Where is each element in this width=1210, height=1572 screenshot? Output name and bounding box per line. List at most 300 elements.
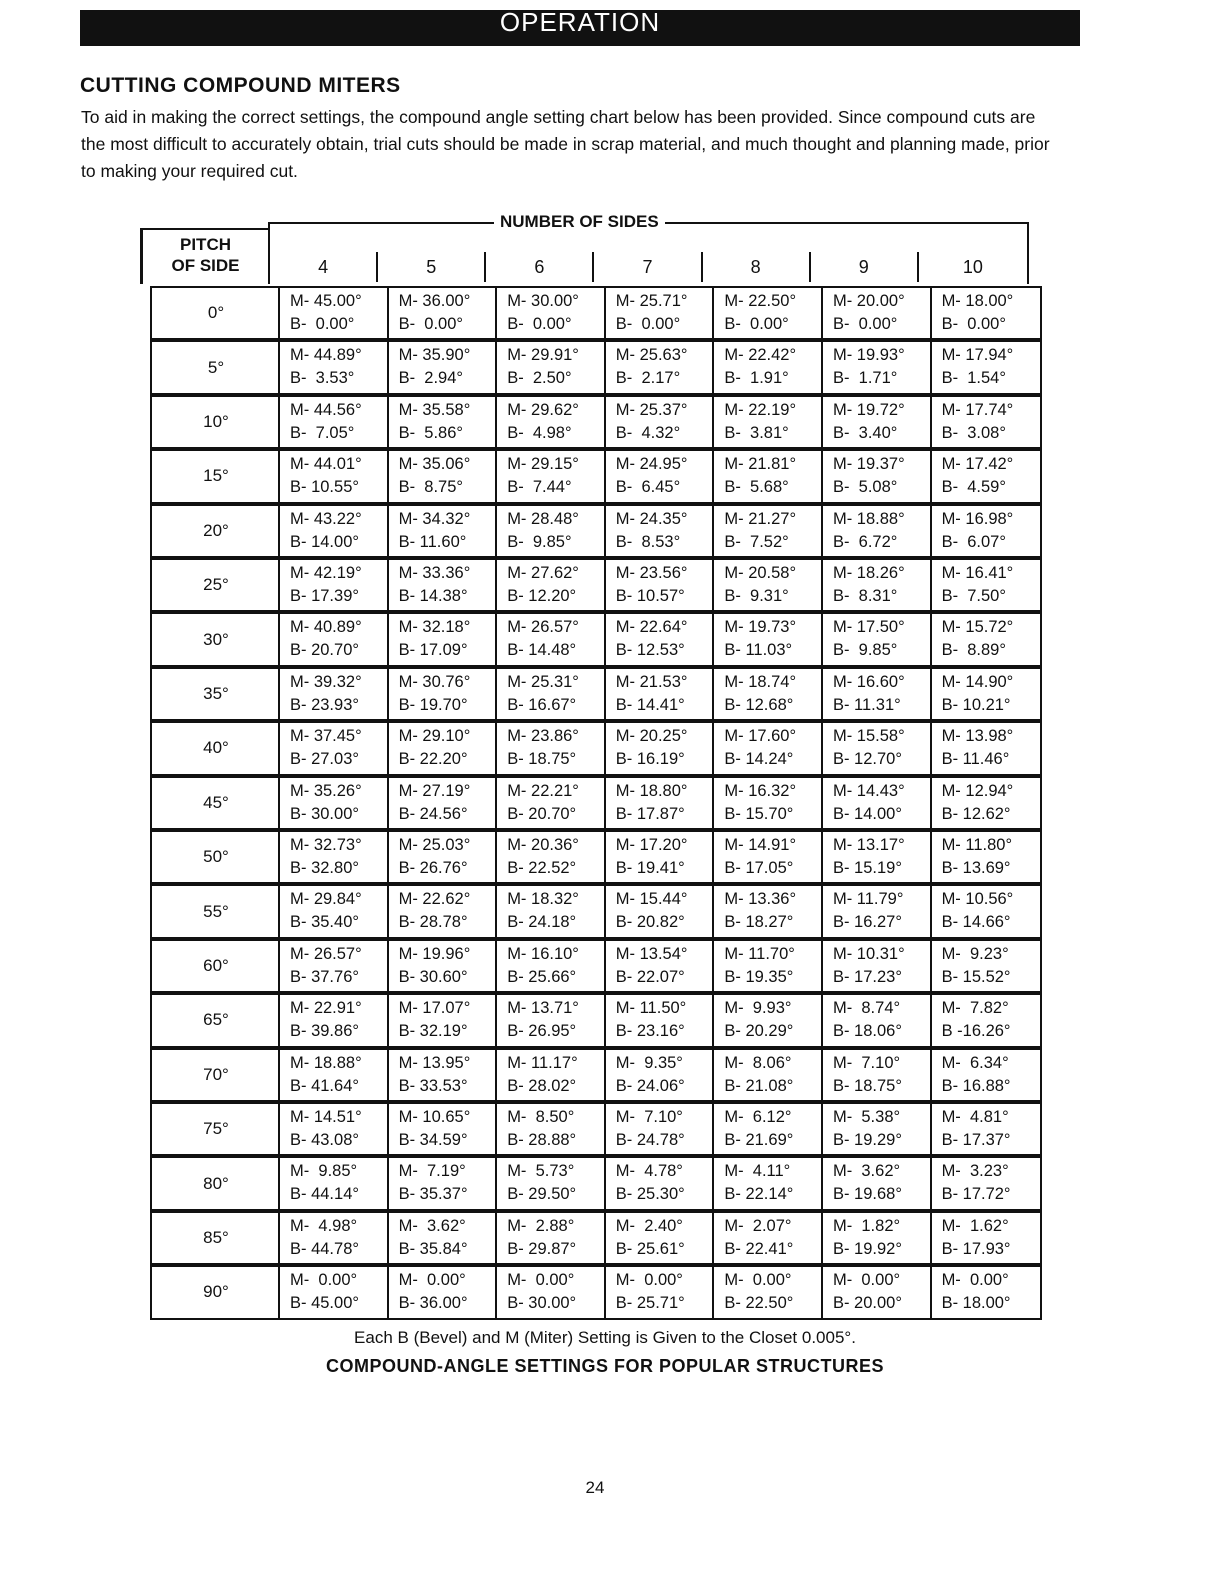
- bevel-value: B- 36.00°: [398, 1294, 468, 1313]
- miter-value: M- 10.65°: [398, 1108, 471, 1126]
- miter-value: M- 18.00°: [941, 292, 1014, 310]
- setting-cell: [606, 288, 715, 338]
- setting-cell: [932, 288, 1041, 338]
- setting-cells: [278, 558, 1042, 612]
- bevel-value: B- 11.31°: [832, 695, 901, 714]
- setting-cell: [823, 397, 932, 447]
- setting-cell: [932, 1104, 1041, 1154]
- bevel-value: B- 35.84°: [398, 1239, 468, 1258]
- bevel-value: B- 16.27°: [832, 913, 902, 932]
- bevel-value: B- 8.75°: [398, 478, 463, 497]
- setting-cell: [606, 614, 715, 664]
- bevel-value: B- 18.06°: [832, 1022, 902, 1041]
- setting-cell: [497, 451, 606, 501]
- bevel-value: B- 17.93°: [941, 1239, 1011, 1258]
- setting-cell: [606, 342, 715, 392]
- bevel-value: B -16.26°: [941, 1022, 1011, 1041]
- miter-value: M- 8.74°: [832, 999, 901, 1018]
- miter-value: M- 23.86°: [507, 727, 579, 746]
- miter-value: M- 24.35°: [615, 509, 688, 528]
- setting-cell: [823, 451, 932, 501]
- miter-value: M- 0.00°: [615, 1271, 683, 1290]
- bevel-value: B- 3.40°: [832, 423, 898, 442]
- setting-cell: [497, 288, 606, 338]
- miter-value: M- 26.57°: [507, 618, 579, 637]
- bevel-value: B- 24.18°: [507, 913, 577, 932]
- setting-cell: [389, 723, 498, 773]
- miter-value: M- 25.37°: [615, 400, 688, 419]
- bevel-value: B- 20.00°: [832, 1294, 902, 1313]
- miter-value: M- 1.62°: [941, 1216, 1009, 1235]
- bevel-value: B- 16.19°: [615, 750, 685, 769]
- setting-cell: [280, 1104, 389, 1154]
- setting-cells: [278, 993, 1042, 1047]
- miter-value: M- 25.71°: [615, 292, 688, 310]
- bevel-value: B- 17.05°: [724, 859, 794, 877]
- setting-cell: [714, 397, 823, 447]
- miter-value: M- 0.00°: [398, 1271, 466, 1290]
- bevel-value: B- 37.76°: [290, 967, 359, 986]
- bevel-value: B- 27.03°: [290, 750, 359, 769]
- bevel-value: B- 11.60°: [398, 532, 467, 551]
- setting-cells: [278, 340, 1042, 394]
- miter-value: M- 13.54°: [615, 944, 688, 963]
- bevel-value: B- 45.00°: [290, 1294, 359, 1313]
- bevel-value: B- 11.03°: [724, 641, 793, 660]
- bevel-value: B- 30.60°: [398, 967, 468, 986]
- miter-value: M- 8.06°: [724, 1053, 792, 1072]
- sides-group-header: NUMBER OF SIDES: [494, 212, 665, 232]
- bevel-value: B- 7.52°: [724, 532, 789, 551]
- miter-value: M- 22.62°: [398, 890, 471, 909]
- setting-cell: [714, 288, 823, 338]
- setting-cell: [280, 1213, 389, 1263]
- setting-cell: [823, 1104, 932, 1154]
- setting-cells: [278, 1265, 1042, 1319]
- bevel-value: B- 21.69°: [724, 1131, 794, 1149]
- bevel-value: B- 24.06°: [615, 1076, 685, 1095]
- miter-value: M- 19.93°: [832, 346, 905, 365]
- miter-value: M- 6.34°: [941, 1053, 1009, 1072]
- bevel-value: B- 35.40°: [290, 913, 359, 932]
- miter-value: M- 22.42°: [724, 346, 797, 365]
- miter-value: M- 30.76°: [398, 672, 471, 691]
- setting-cell: [932, 941, 1041, 991]
- miter-value: M- 8.50°: [507, 1108, 575, 1126]
- bevel-value: B- 0.00°: [507, 315, 572, 333]
- bevel-value: B- 10.57°: [615, 587, 685, 605]
- bevel-value: B- 2.17°: [615, 369, 681, 388]
- miter-value: M- 13.98°: [941, 727, 1014, 746]
- setting-cell: [280, 778, 389, 828]
- miter-value: M- 11.80°: [941, 836, 1013, 854]
- bevel-value: B- 29.87°: [507, 1239, 577, 1258]
- miter-value: M- 20.00°: [832, 292, 905, 310]
- setting-cell: [497, 342, 606, 392]
- pitch-header-line1: PITCH: [180, 235, 231, 254]
- bevel-value: B- 8.53°: [615, 532, 681, 551]
- miter-value: M- 2.88°: [507, 1216, 575, 1235]
- pitch-cell: 35°: [150, 667, 280, 721]
- miter-value: M- 0.00°: [290, 1271, 358, 1290]
- setting-cell: [389, 614, 498, 664]
- setting-cell: [714, 941, 823, 991]
- setting-cell: [823, 886, 932, 936]
- table-caption: COMPOUND-ANGLE SETTINGS FOR POPULAR STRUCTURES: [325, 1356, 884, 1376]
- miter-value: M- 19.73°: [724, 618, 797, 637]
- setting-cell: [497, 614, 606, 664]
- bevel-value: B- 22.41°: [724, 1239, 794, 1258]
- setting-cell: [389, 886, 498, 936]
- miter-value: M- 24.95°: [615, 455, 688, 474]
- miter-value: M- 35.26°: [290, 781, 362, 800]
- bevel-value: B- 19.70°: [398, 695, 468, 714]
- bevel-value: B- 20.29°: [724, 1022, 794, 1041]
- bevel-value: B- 25.66°: [507, 967, 577, 986]
- bevel-value: B- 6.72°: [832, 532, 898, 551]
- bevel-value: B- 17.09°: [398, 641, 468, 660]
- pitch-cell: 45°: [150, 776, 280, 830]
- setting-cell: [932, 560, 1041, 610]
- setting-cell: [714, 723, 823, 773]
- bevel-value: B- 1.54°: [941, 369, 1006, 388]
- setting-cells: [278, 721, 1042, 775]
- bevel-value: B- 7.44°: [507, 478, 572, 497]
- miter-value: M- 44.01°: [290, 455, 362, 474]
- setting-cell: [280, 560, 389, 610]
- miter-value: M- 19.37°: [832, 455, 905, 474]
- bevel-value: B- 14.00°: [832, 804, 902, 823]
- setting-cell: [823, 995, 932, 1045]
- miter-value: M- 35.06°: [398, 455, 471, 474]
- miter-value: M- 45.00°: [290, 292, 362, 310]
- setting-cell: [497, 397, 606, 447]
- setting-cell: [823, 1158, 932, 1208]
- pitch-cell: 10°: [150, 395, 280, 449]
- setting-cell: [932, 614, 1041, 664]
- miter-value: M- 7.10°: [615, 1108, 683, 1126]
- pitch-column-header: [140, 228, 268, 284]
- miter-value: M- 15.44°: [615, 890, 688, 909]
- miter-value: M- 11.17°: [507, 1053, 578, 1072]
- setting-cell: [280, 451, 389, 501]
- setting-cell: [280, 995, 389, 1045]
- setting-cell: [280, 1158, 389, 1208]
- banner-text: OPERATION: [499, 10, 661, 37]
- setting-cell: [606, 886, 715, 936]
- pitch-cell: 50°: [150, 830, 280, 884]
- setting-cells: [278, 776, 1042, 830]
- miter-value: M- 7.10°: [832, 1053, 901, 1072]
- bevel-value: B- 1.91°: [724, 369, 789, 388]
- bevel-value: B- 30.00°: [290, 804, 359, 823]
- miter-value: M- 43.22°: [290, 509, 362, 528]
- setting-cell: [932, 1050, 1041, 1100]
- bevel-value: B- 10.55°: [290, 478, 359, 497]
- setting-cell: [389, 1050, 498, 1100]
- bevel-value: B- 3.81°: [724, 423, 789, 442]
- pitch-cell: 40°: [150, 721, 280, 775]
- miter-value: M- 35.58°: [398, 400, 471, 419]
- section-title: CUTTING COMPOUND MITERS: [80, 74, 401, 97]
- bevel-value: B- 32.80°: [290, 859, 359, 877]
- miter-value: M- 34.32°: [398, 509, 471, 528]
- setting-cell: [606, 1213, 715, 1263]
- bevel-value: B- 25.71°: [615, 1294, 685, 1313]
- setting-cell: [823, 342, 932, 392]
- bevel-value: B- 14.00°: [290, 532, 359, 551]
- miter-value: M- 16.32°: [724, 781, 797, 800]
- miter-value: M- 18.26°: [832, 564, 905, 582]
- setting-cell: [823, 1050, 932, 1100]
- miter-value: M- 7.82°: [941, 999, 1009, 1018]
- bevel-value: B- 17.39°: [290, 587, 359, 605]
- miter-value: M- 29.10°: [398, 727, 471, 746]
- setting-cell: [823, 560, 932, 610]
- setting-cell: [389, 1158, 498, 1208]
- bevel-value: B- 19.92°: [832, 1239, 902, 1258]
- bevel-value: B- 6.07°: [941, 532, 1006, 551]
- column-header-7: 7: [594, 252, 702, 282]
- bevel-value: B- 9.85°: [507, 532, 572, 551]
- setting-cell: [389, 397, 498, 447]
- pitch-cell: 15°: [150, 449, 280, 503]
- bevel-value: B- 14.24°: [724, 750, 794, 769]
- miter-value: M- 22.21°: [507, 781, 579, 800]
- bevel-value: B- 8.31°: [832, 587, 898, 605]
- setting-cell: [497, 1267, 606, 1317]
- bevel-value: B- 22.14°: [724, 1185, 794, 1204]
- bevel-value: B- 41.64°: [290, 1076, 359, 1095]
- setting-cell: [714, 778, 823, 828]
- bevel-value: B- 32.19°: [398, 1022, 468, 1041]
- bevel-value: B- 35.37°: [398, 1185, 468, 1204]
- bevel-value: B- 17.37°: [941, 1131, 1011, 1149]
- miter-value: M- 0.00°: [832, 1271, 901, 1290]
- miter-value: M- 16.60°: [832, 672, 905, 691]
- bevel-value: B- 5.86°: [398, 423, 463, 442]
- miter-value: M- 44.89°: [290, 346, 362, 365]
- bevel-value: B- 14.38°: [398, 587, 468, 605]
- miter-value: M- 9.85°: [290, 1162, 358, 1181]
- miter-value: M- 13.36°: [724, 890, 797, 909]
- setting-cell: [823, 669, 932, 719]
- bevel-value: B- 43.08°: [290, 1131, 359, 1149]
- miter-value: M- 13.95°: [398, 1053, 471, 1072]
- setting-cell: [389, 451, 498, 501]
- setting-cell: [932, 397, 1041, 447]
- bevel-value: B- 1.71°: [832, 369, 898, 388]
- miter-value: M- 7.19°: [398, 1162, 466, 1181]
- setting-cells: [278, 449, 1042, 503]
- column-header-5: 5: [378, 252, 486, 282]
- miter-value: M- 25.03°: [398, 836, 471, 854]
- bevel-value: B- 44.78°: [290, 1239, 359, 1258]
- pitch-cell: 5°: [150, 340, 280, 394]
- miter-value: M- 29.62°: [507, 400, 579, 419]
- bevel-value: B- 18.75°: [507, 750, 577, 769]
- setting-cell: [823, 506, 932, 556]
- pitch-cell: 55°: [150, 884, 280, 938]
- setting-cell: [714, 1104, 823, 1154]
- bevel-value: B- 0.00°: [941, 315, 1006, 333]
- miter-value: M- 16.10°: [507, 944, 579, 963]
- bevel-value: B- 12.62°: [941, 804, 1011, 823]
- miter-value: M- 2.40°: [615, 1216, 683, 1235]
- miter-value: M- 14.43°: [832, 781, 905, 800]
- pitch-cell: 0°: [150, 286, 280, 340]
- miter-value: M- 1.82°: [832, 1216, 901, 1235]
- setting-cell: [606, 1158, 715, 1208]
- miter-value: M- 11.50°: [615, 999, 687, 1018]
- bevel-value: B- 18.00°: [941, 1294, 1011, 1313]
- setting-cell: [823, 832, 932, 882]
- setting-cell: [823, 941, 932, 991]
- bevel-value: B- 16.88°: [941, 1076, 1011, 1095]
- miter-value: M- 27.62°: [507, 564, 579, 582]
- setting-cell: [497, 560, 606, 610]
- miter-value: M- 22.19°: [724, 400, 797, 419]
- setting-cell: [932, 723, 1041, 773]
- setting-cells: [278, 1211, 1042, 1265]
- setting-cells: [278, 1156, 1042, 1210]
- miter-value: M- 17.07°: [398, 999, 471, 1018]
- bevel-value: B- 19.41°: [615, 859, 685, 877]
- miter-value: M- 25.31°: [507, 672, 579, 691]
- setting-cell: [714, 1158, 823, 1208]
- miter-value: M- 32.18°: [398, 618, 471, 637]
- bevel-value: B- 3.08°: [941, 423, 1006, 442]
- setting-cell: [932, 995, 1041, 1045]
- pitch-cell: 75°: [150, 1102, 280, 1156]
- footnote: Each B (Bevel) and M (Miter) Setting is Given to the Closet 0.005°.: [354, 1328, 856, 1347]
- pitch-cell: 80°: [150, 1156, 280, 1210]
- setting-cell: [932, 778, 1041, 828]
- miter-value: M- 25.63°: [615, 346, 688, 365]
- miter-value: M- 9.93°: [724, 999, 792, 1018]
- column-header-6: 6: [486, 252, 594, 282]
- setting-cell: [606, 723, 715, 773]
- pitch-cell: 30°: [150, 612, 280, 666]
- setting-cell: [932, 669, 1041, 719]
- miter-value: M- 22.64°: [615, 618, 688, 637]
- setting-cell: [714, 614, 823, 664]
- bevel-value: B- 2.94°: [398, 369, 463, 388]
- miter-value: M- 4.78°: [615, 1162, 683, 1181]
- miter-value: M- 6.12°: [724, 1108, 792, 1126]
- setting-cell: [606, 1050, 715, 1100]
- miter-value: M- 14.91°: [724, 836, 797, 854]
- setting-cell: [823, 614, 932, 664]
- setting-cell: [932, 451, 1041, 501]
- setting-cell: [280, 342, 389, 392]
- setting-cell: [280, 669, 389, 719]
- setting-cell: [280, 941, 389, 991]
- miter-value: M- 44.56°: [290, 400, 362, 419]
- miter-value: M- 18.88°: [832, 509, 905, 528]
- setting-cells: [278, 286, 1042, 340]
- section-banner: [80, 10, 1080, 46]
- setting-cells: [278, 1048, 1042, 1102]
- intro-paragraph: To aid in making the correct settings, the compound angle setting chart below has been provided. Since compound cuts are the most difficult to accurately obtain, trial cuts should be made in scrap material, and much thought and planning made, prior to making your required cut.: [81, 107, 1050, 181]
- setting-cell: [280, 506, 389, 556]
- bevel-value: B- 24.56°: [398, 804, 468, 823]
- miter-value: M- 16.41°: [941, 564, 1014, 582]
- bevel-value: B- 28.02°: [507, 1076, 577, 1095]
- bevel-value: B- 22.20°: [398, 750, 468, 769]
- setting-cells: [278, 667, 1042, 721]
- bevel-value: B- 0.00°: [615, 315, 681, 333]
- bevel-value: B- 12.20°: [507, 587, 577, 605]
- bevel-value: B- 5.08°: [832, 478, 898, 497]
- miter-value: M- 17.20°: [615, 836, 688, 854]
- bevel-value: B- 16.67°: [507, 695, 577, 714]
- setting-cell: [389, 560, 498, 610]
- miter-value: M- 30.00°: [507, 292, 579, 310]
- setting-cell: [606, 941, 715, 991]
- bevel-value: B- 0.00°: [398, 315, 463, 333]
- bevel-value: B- 12.53°: [615, 641, 685, 660]
- setting-cell: [932, 886, 1041, 936]
- bevel-value: B- 26.95°: [507, 1022, 577, 1041]
- setting-cell: [389, 288, 498, 338]
- miter-value: M- 10.31°: [832, 944, 905, 963]
- miter-value: M- 3.23°: [941, 1162, 1009, 1181]
- miter-value: M- 17.60°: [724, 727, 797, 746]
- column-header-8: 8: [703, 252, 811, 282]
- setting-cell: [606, 832, 715, 882]
- setting-cell: [823, 1267, 932, 1317]
- miter-value: M- 27.19°: [398, 781, 471, 800]
- setting-cell: [280, 723, 389, 773]
- bevel-value: B- 21.08°: [724, 1076, 794, 1095]
- setting-cell: [389, 778, 498, 828]
- bevel-value: B- 7.50°: [941, 587, 1006, 605]
- miter-value: M- 0.00°: [941, 1271, 1009, 1290]
- miter-value: M- 40.89°: [290, 618, 362, 637]
- miter-value: M- 3.62°: [398, 1216, 466, 1235]
- miter-value: M- 19.72°: [832, 400, 905, 419]
- setting-cell: [280, 1267, 389, 1317]
- bevel-value: B- 17.72°: [941, 1185, 1011, 1204]
- setting-cell: [823, 1213, 932, 1263]
- setting-cell: [606, 560, 715, 610]
- miter-value: M- 18.32°: [507, 890, 579, 909]
- pitch-cell: 20°: [150, 504, 280, 558]
- sides-header-box: [268, 212, 1029, 284]
- column-header-9: 9: [811, 252, 919, 282]
- bevel-value: B- 4.59°: [941, 478, 1006, 497]
- miter-value: M- 37.45°: [290, 727, 362, 746]
- miter-value: M- 29.84°: [290, 890, 362, 909]
- bevel-value: B- 22.07°: [615, 967, 685, 986]
- miter-value: M- 21.27°: [724, 509, 797, 528]
- miter-value: M- 36.00°: [398, 292, 471, 310]
- bevel-value: B- 30.00°: [507, 1294, 577, 1313]
- miter-value: M- 16.98°: [941, 509, 1014, 528]
- bevel-value: B- 14.48°: [507, 641, 577, 660]
- bevel-value: B- 18.27°: [724, 913, 794, 932]
- pitch-cell: 90°: [150, 1265, 280, 1319]
- miter-value: M- 15.72°: [941, 618, 1014, 637]
- miter-value: M- 5.38°: [832, 1108, 901, 1126]
- bevel-value: B- 28.78°: [398, 913, 468, 932]
- bevel-value: B- 9.31°: [724, 587, 789, 605]
- setting-cell: [714, 995, 823, 1045]
- bevel-value: B- 8.89°: [941, 641, 1006, 660]
- setting-cells: [278, 395, 1042, 449]
- setting-cell: [606, 451, 715, 501]
